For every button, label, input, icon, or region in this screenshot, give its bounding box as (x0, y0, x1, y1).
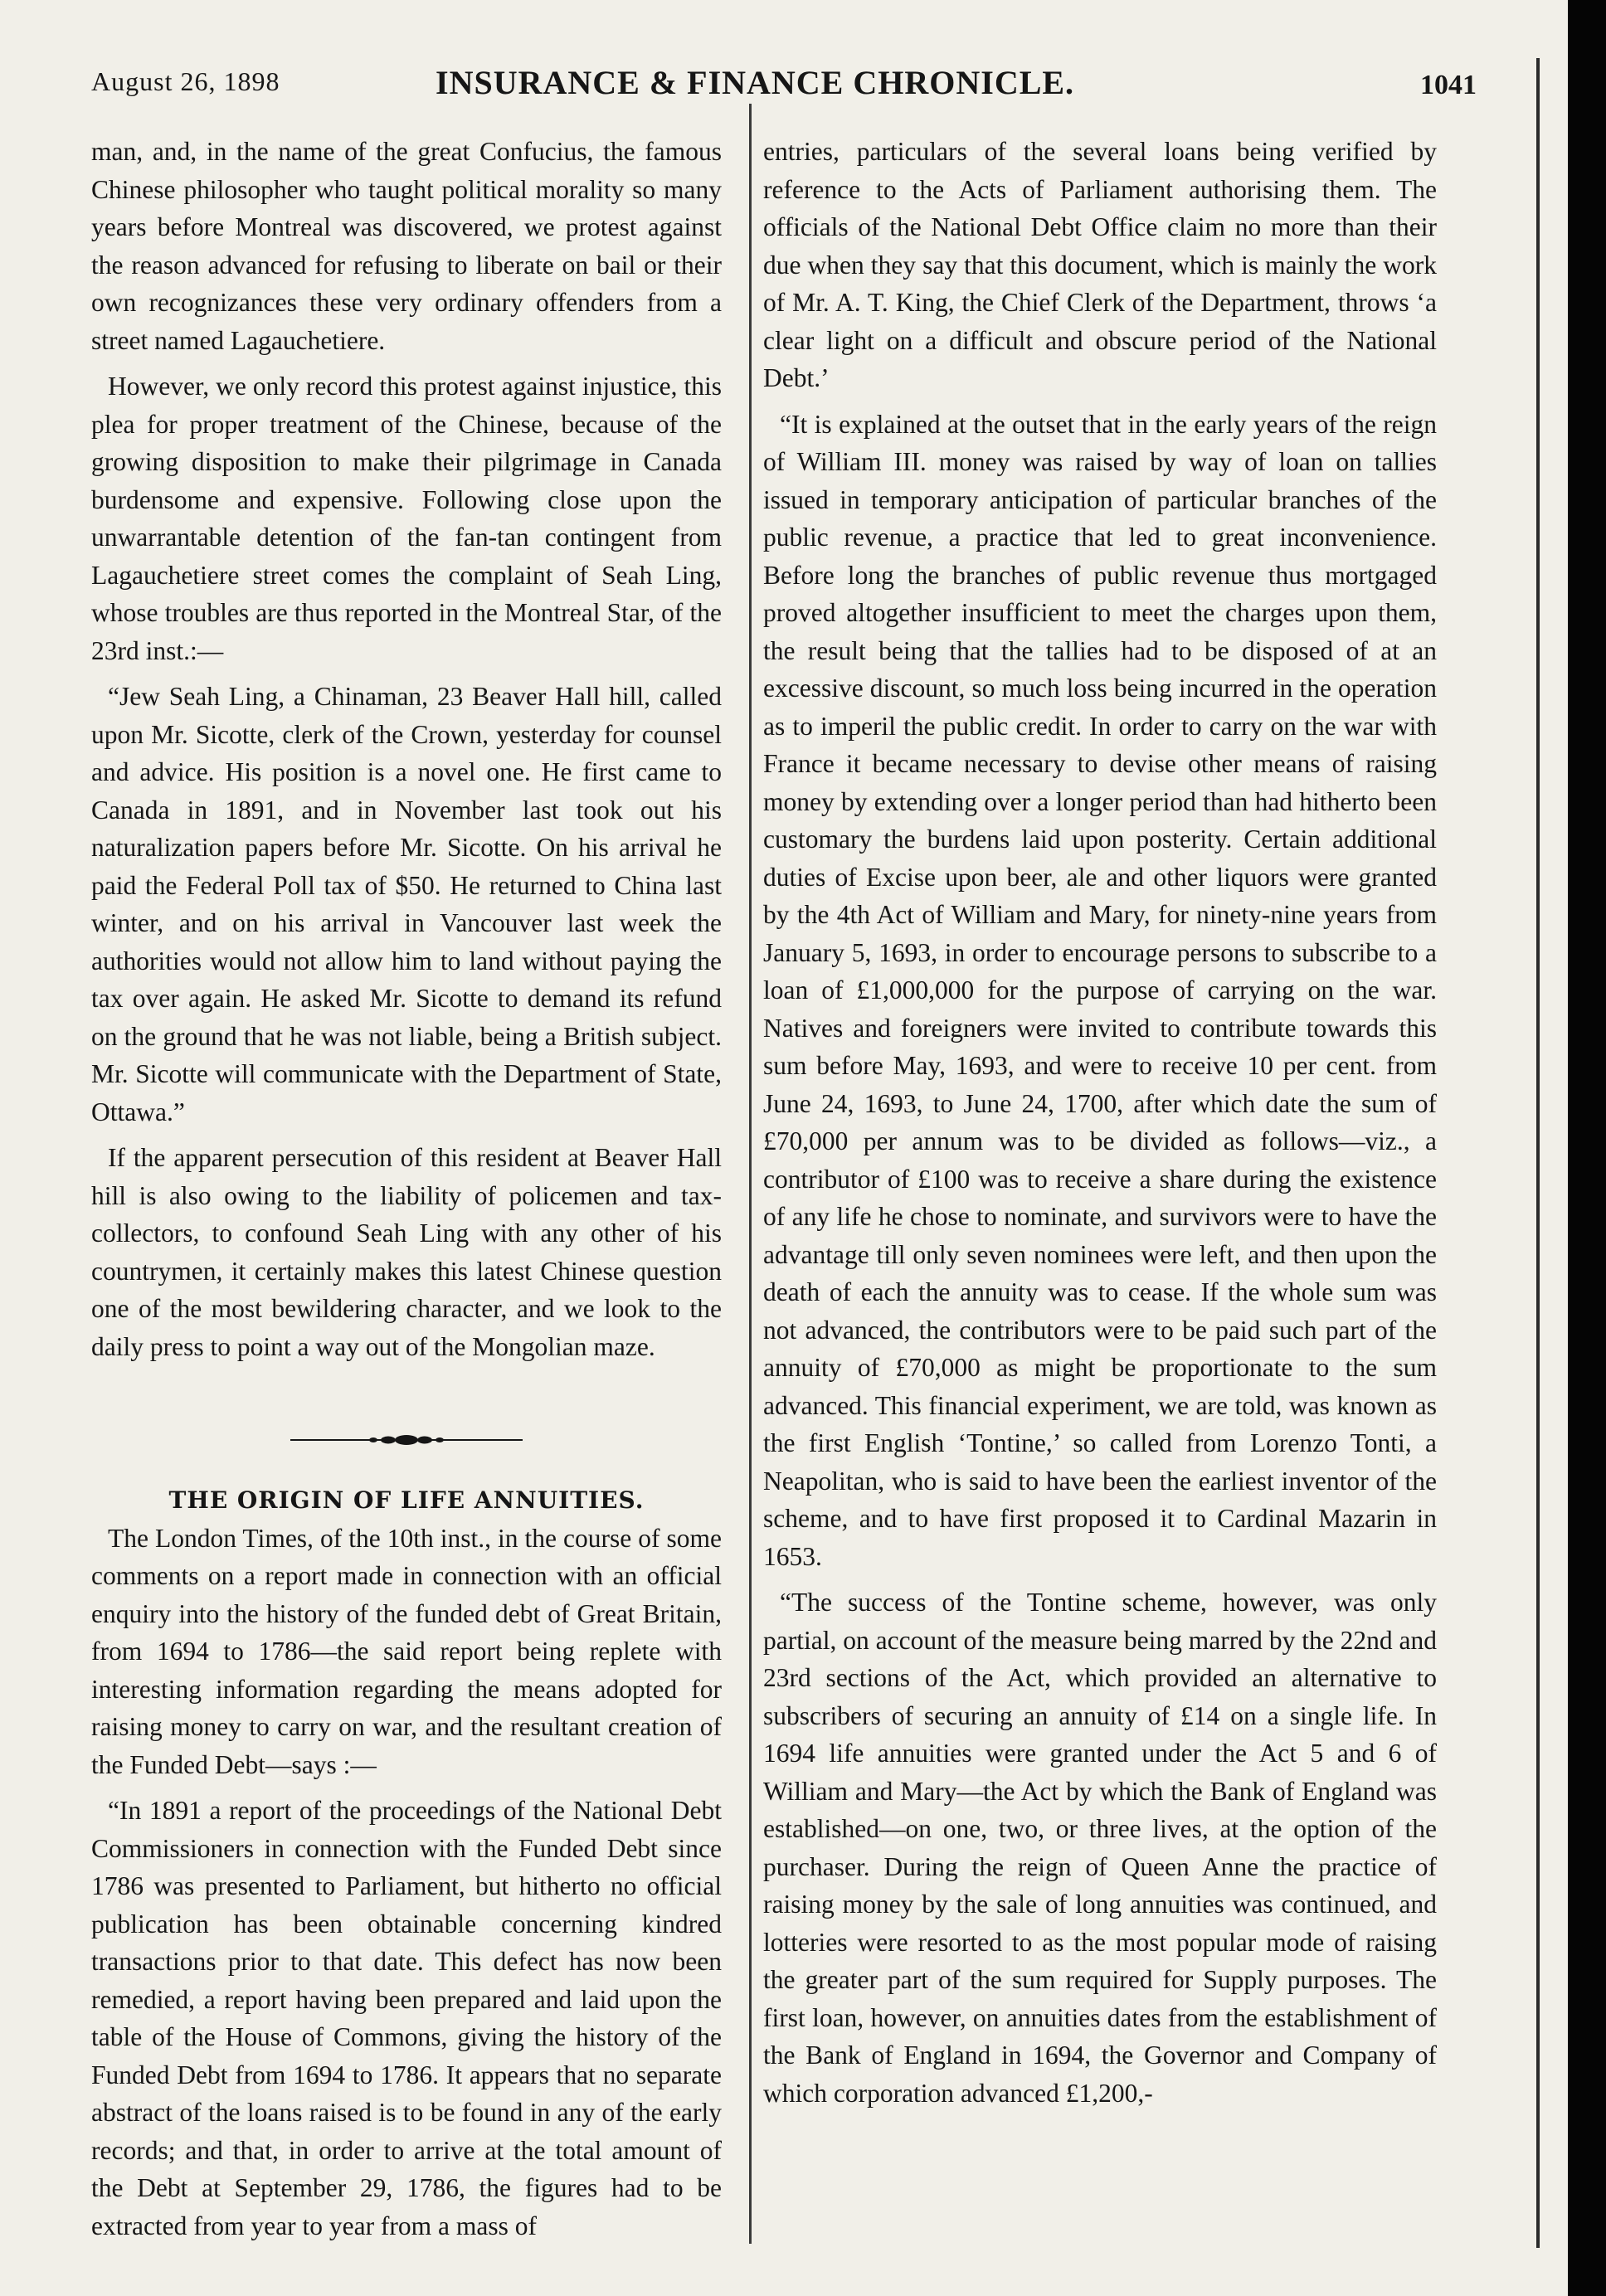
paragraph: entries, particulars of the several loans being verified by reference to the Acts of Parliament authorising them. The officials of the National Debt Office claim no more than their due when they say that this document, which is mainly the work of Mr. A. T. King, the Chief Clerk of the Department, throws ‘a clear light on a difficult and obscure period of the National Debt.’ (763, 137, 1437, 392)
left-column (91, 133, 722, 2245)
quoted-paragraph: “In 1891 a report of the proceedings of the National Debt Commissioners in connection with the Funded Debt since 1786 was presented to Parliament, but hitherto no official publication has been obtainable concerning kindred transactions prior to that date. This defect has now been remedied, a report having been prepared and laid upon the table of the House of Commons, giving the history of the Funded Debt from 1694 to 1786. It appears that no separate abstract of the loans raised is to be found in any of the early records; and that, in order to arrive at the total amount of the Debt at September 29, 1786, the figures had to be extracted from year to year from a mass of (91, 1796, 722, 2240)
scan-border (1568, 0, 1606, 2296)
quoted-paragraph: “Jew Seah Ling, a Chinaman, 23 Beaver Hall hill, called upon Mr. Sicotte, clerk of the Crown, yesterday for counsel and advice. His position is a novel one. He first came to Canada in 1891, and in November last took out his naturalization papers before Mr. Sicotte. On his arrival he paid the Federal Poll tax of $50. He returned to China last winter, and on his arrival in Vancouver last week the authorities would not allow him to land without paying the tax over again. He asked Mr. Sicotte to demand its refund on the ground that he was not liable, being a British subject. Mr. Sicotte will communicate with the Department of State, Ottawa.” (91, 682, 722, 1126)
ornament-divider (290, 1428, 523, 1452)
paragraph: The London Times, of the 10th inst., in the course of some comments on a report made in connection with an official enquiry into the history of the funded debt of Great Britain, from 1694 to 1786—the said report being replete with interesting information regarding the means adopted for raising money to carry on war, and the resultant creation of the Funded Debt—says :— (91, 1523, 722, 1779)
right-column (763, 133, 1437, 2112)
quoted-paragraph: “It is explained at the outset that in the early years of the reign of William III. money was raised by way of loan on tallies issued in temporary anticipation of particular branches of the public revenue, a practice that led to great inconvenience. Before long the branches of public revenue thus mortgaged proved altogether insufficient to meet the charges upon them, the result being that the tallies had to be disposed of at an excessive discount, so much loss being incurred in the operation as to imperil the public credit. In order to carry on the war with France it became necessary to devise other means of raising money by extending over a longer period than had hitherto been customary the burdens laid upon posterity. Certain additional duties of Excise upon beer, ale and other liquors were granted by the 4th Act of William and Mary, for ninety-nine years from January 5, 1693, in order to encourage persons to subscribe to a loan of £1,000,000 for the purpose of carrying on the war. Natives and foreigners were invited to contribute towards this sum before May, 1693, and were to receive 10 per cent. from June 24, 1693, to June 24, 1700, after which date the sum of £70,000 per annum was to be divided as follows—viz., a contributor of £100 was to receive a share during the existence of any life he chose to nominate, and survivors were to have the advantage till only seven nominees were left, and then upon the death of each the annuity was to cease. If the whole sum was not advanced, the contributors were to be paid such part of the annuity of £70,000 as might be proportionate to the sum advanced. This financial experiment, we are told, was known as the first English ‘Tontine,’ so called from Lorenzo Tonti, a Neapolitan, who is said to have been the earliest inventor of the scheme, and to have first proposed it to Cardinal Mazarin in 1653. (763, 409, 1437, 1571)
paragraph: However, we only record this protest against injustice, this plea for proper treatment of the Chinese, because of the growing disposition to make their pilgrimage in Canada burdensome and expensive. Following close upon the unwarrantable detention of the fan-tan contingent from Lagauchetiere street comes the complaint of Seah Ling, whose troubles are thus reported in the Montreal Star, of the 23rd inst.:— (91, 372, 722, 665)
page-number: 1041 (1420, 70, 1477, 100)
quoted-paragraph: “The success of the Tontine scheme, however, was only partial, on account of the measure being marred by the 22nd and 23rd sections of the Act, which provided an alternative to subscribers of securing an annuity of £14 on a single life. In 1694 life annuities were granted under the Act 5 and 6 of William and Mary—the Act by which the Bank of England was established—on one, two, or three lives, at the option of the purchaser. During the reign of Queen Anne the practice of raising money by the sale of long annuities was continued, and lotteries were resorted to as the most popular mode of raising the greater part of the sum required for Supply purposes. The first loan, however, on annuities dates from the establishment of the Bank of England in 1694, the Governor and Company of which corporation advanced £1,200,- (763, 1588, 1437, 2108)
paragraph: If the apparent persecution of this resident at Beaver Hall hill is also owing to the liability of policemen and tax-collectors, to confound Seah Ling with any other of his countrymen, it certainly makes this latest Chinese question one of the most bewildering character, and we look to the daily press to point a way out of the Mongolian maze. (91, 1143, 722, 1361)
page-header (91, 58, 1477, 108)
publication-title: INSURANCE & FINANCE CHRONICLE. (436, 64, 1075, 101)
section-heading: THE ORIGIN OF LIFE ANNUITIES. (168, 1486, 645, 1514)
column-divider (749, 104, 752, 2244)
page-edge-line (1536, 58, 1540, 2248)
paragraph: man, and, in the name of the great Confucius, the famous Chinese philosopher who taught political morality so many years before Montreal was discovered, we protest against the reason advanced for refusing to liberate on bail or their own recognizances these very ordinary offenders from a street named Lagauchetiere. (91, 137, 722, 355)
issue-date: August 26, 1898 (91, 66, 280, 96)
